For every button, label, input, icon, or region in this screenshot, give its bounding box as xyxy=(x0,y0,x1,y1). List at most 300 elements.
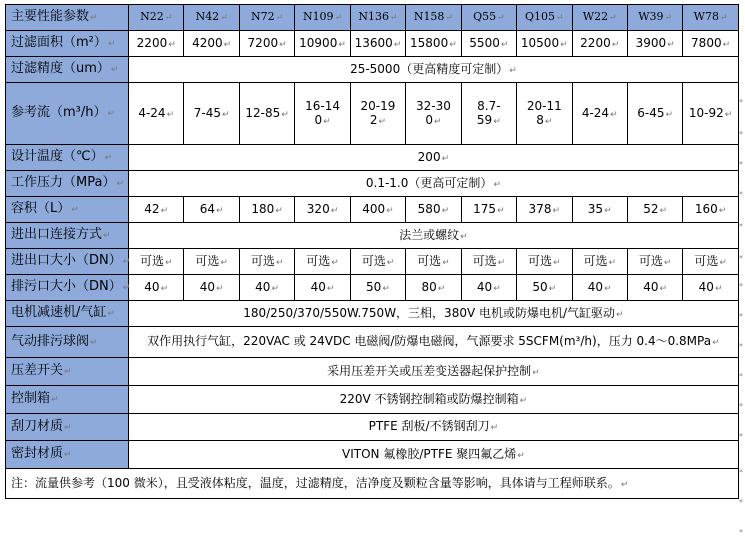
return-mark: ↵ xyxy=(220,257,228,268)
return-mark: ↵ xyxy=(164,13,173,23)
spanned-value-text: 双作用执行气缸，220VAC 或 24VDC 电磁阀/防爆电磁阀，气源要求 5SCFM(m³/h)，压力 0.4～0.8MPa xyxy=(147,334,712,348)
value-cell xyxy=(627,83,682,145)
row-label xyxy=(6,441,129,469)
return-mark: ↵ xyxy=(103,231,111,241)
spanned-value xyxy=(129,223,739,249)
return-mark: ↵ xyxy=(223,39,232,50)
return-mark: ↵ xyxy=(445,13,453,23)
spec-table xyxy=(5,4,739,499)
return-mark: ↵ xyxy=(326,283,335,294)
row-label xyxy=(6,83,129,145)
value-text: 6-45 xyxy=(637,105,665,120)
value-cell xyxy=(683,249,738,275)
spanned-value-text: 25-5000（更高精度可定制） xyxy=(350,61,509,76)
return-mark: ↵ xyxy=(122,283,131,293)
value-cell xyxy=(184,197,239,223)
value-bottom: 0 xyxy=(314,112,323,127)
spanned-value-text: 220V 不锈钢控制箱或防爆控制箱 xyxy=(339,391,519,406)
value-cell xyxy=(517,31,572,57)
row-label-text: 排污口大小（DN） xyxy=(11,279,122,294)
spanned-value-text: 200 xyxy=(417,149,441,164)
value-text: 160 xyxy=(694,201,718,216)
return-mark: ↵ xyxy=(449,39,457,50)
header-label-text: 主要性能参数 xyxy=(11,9,90,24)
value-cell xyxy=(517,275,572,301)
value-cell xyxy=(129,249,184,275)
return-mark: ↵ xyxy=(107,39,116,49)
value-cell xyxy=(350,249,405,275)
return-mark: ↵ xyxy=(275,205,283,216)
model-name: W39 xyxy=(638,10,664,23)
model-header xyxy=(517,5,572,31)
spanned-value-text: 法兰或螺纹 xyxy=(399,227,460,242)
value-text: 10900 xyxy=(299,35,338,50)
spanned-value xyxy=(129,145,739,171)
return-mark: ↵ xyxy=(620,479,629,490)
return-mark: ↵ xyxy=(560,39,568,50)
value-cell xyxy=(461,31,516,57)
value-cell xyxy=(295,83,350,145)
model-header xyxy=(184,5,239,31)
side-mark: * xyxy=(739,402,743,411)
return-mark: ↵ xyxy=(331,257,339,268)
value-cell xyxy=(517,197,572,223)
value-text: 10-92 xyxy=(688,105,724,120)
footnote xyxy=(6,469,739,499)
value-text: 4-24 xyxy=(138,105,166,120)
return-mark: ↵ xyxy=(714,283,723,294)
model-name: N22 xyxy=(140,10,164,23)
return-mark: ↵ xyxy=(51,395,59,405)
return-mark: ↵ xyxy=(281,109,289,120)
row-label xyxy=(6,301,129,327)
return-mark: ↵ xyxy=(493,116,501,127)
return-mark: ↵ xyxy=(275,257,284,268)
side-mark: * xyxy=(739,190,743,199)
return-mark: ↵ xyxy=(497,205,505,216)
return-mark: ↵ xyxy=(382,283,390,294)
return-mark: ↵ xyxy=(667,39,675,50)
side-mark: * xyxy=(739,222,743,231)
return-mark: ↵ xyxy=(609,13,617,23)
spec-row xyxy=(6,301,739,327)
return-mark: ↵ xyxy=(497,257,506,268)
value-cell xyxy=(572,249,627,275)
return-mark: ↵ xyxy=(497,13,505,23)
row-label-text: 参考流（m³/h） xyxy=(11,105,107,120)
return-mark: ↵ xyxy=(509,65,517,76)
spanned-value xyxy=(129,171,739,197)
return-mark: ↵ xyxy=(611,39,620,50)
side-mark: * xyxy=(739,498,743,507)
value-cell xyxy=(129,197,184,223)
return-mark: ↵ xyxy=(71,205,79,215)
return-mark: ↵ xyxy=(608,257,616,268)
value-text: 175 xyxy=(473,201,497,216)
return-mark: ↵ xyxy=(724,109,733,120)
value-text: 可选 xyxy=(306,253,331,268)
return-mark: ↵ xyxy=(393,39,402,50)
return-mark: ↵ xyxy=(610,109,618,120)
value-text: 40 xyxy=(144,279,160,294)
return-mark: ↵ xyxy=(166,109,175,120)
value-text: 40 xyxy=(698,279,714,294)
side-mark: * xyxy=(739,342,743,351)
spanned-value-text: 0.1-1.0（更高可定制） xyxy=(365,175,493,190)
return-mark: ↵ xyxy=(122,257,131,267)
value-cell xyxy=(129,31,184,57)
spec-row xyxy=(6,197,739,223)
row-label-text: 气动排污球阀 xyxy=(11,333,90,349)
return-mark: ↵ xyxy=(330,205,339,216)
model-name: N109 xyxy=(302,10,334,23)
value-cell xyxy=(184,31,239,57)
value-text: 可选 xyxy=(139,253,164,268)
value-cell xyxy=(350,197,405,223)
spanned-value xyxy=(129,301,739,327)
model-header xyxy=(461,5,516,31)
return-mark: ↵ xyxy=(386,257,395,268)
return-mark: ↵ xyxy=(386,205,394,216)
value-cell xyxy=(461,275,516,301)
value-bottom: 59 xyxy=(476,112,493,127)
return-mark: ↵ xyxy=(275,13,284,23)
value-text: 40 xyxy=(643,279,659,294)
return-mark: ↵ xyxy=(390,13,398,23)
value-text: 580 xyxy=(417,201,441,216)
value-cell xyxy=(627,197,682,223)
return-mark: ↵ xyxy=(712,338,720,348)
value-bottom: 0 xyxy=(425,112,433,127)
value-text: 7800 xyxy=(691,35,722,50)
row-label-text: 设计温度（℃） xyxy=(11,149,104,164)
return-mark: ↵ xyxy=(433,116,442,127)
spec-row xyxy=(6,57,739,83)
value-cell xyxy=(572,31,627,57)
row-label-text: 过滤精度（um） xyxy=(11,61,110,76)
model-name: W22 xyxy=(582,10,609,23)
value-top: 20-19 xyxy=(360,98,396,113)
value-text: 40 xyxy=(476,279,493,294)
value-bottom: 8 xyxy=(536,112,544,127)
side-mark: * xyxy=(739,468,743,477)
value-text: 可选 xyxy=(361,253,386,268)
value-text: 可选 xyxy=(583,253,608,268)
value-text: 50 xyxy=(366,279,382,294)
spec-row xyxy=(6,414,739,441)
return-mark: ↵ xyxy=(90,13,98,23)
return-mark: ↵ xyxy=(719,13,728,23)
model-header xyxy=(295,5,350,31)
return-mark: ↵ xyxy=(64,450,72,460)
spanned-value-text: 180/250/370/550W.750W，三相，380V 电机或防爆电机/气缸驱动 xyxy=(243,305,616,320)
value-top: 8.7- xyxy=(477,98,501,113)
spec-row xyxy=(6,386,739,414)
value-text: 5500 xyxy=(469,35,500,50)
row-label xyxy=(6,414,129,441)
spec-row xyxy=(6,275,739,301)
value-text: 400 xyxy=(362,201,386,216)
value-text: 可选 xyxy=(250,253,275,268)
return-mark: ↵ xyxy=(160,283,169,294)
value-cell xyxy=(406,83,461,145)
value-text: 80 xyxy=(421,279,437,294)
spanned-value xyxy=(129,414,739,441)
value-cell xyxy=(350,31,405,57)
return-mark: ↵ xyxy=(460,231,468,242)
return-mark: ↵ xyxy=(216,283,224,294)
spec-row xyxy=(6,31,739,57)
row-label-text: 过滤面积（m²） xyxy=(11,35,107,50)
spec-row xyxy=(6,223,739,249)
return-mark: ↵ xyxy=(334,13,343,23)
value-text: 4200 xyxy=(192,35,223,50)
row-label xyxy=(6,57,129,83)
return-mark: ↵ xyxy=(616,309,624,320)
model-name: N158 xyxy=(413,10,445,23)
return-mark: ↵ xyxy=(116,179,124,189)
return-mark: ↵ xyxy=(160,205,169,216)
return-mark: ↵ xyxy=(271,283,279,294)
spec-row xyxy=(6,83,739,145)
value-text: 40 xyxy=(310,279,326,294)
spec-row xyxy=(6,358,739,386)
value-text: 3900 xyxy=(635,35,667,50)
return-mark: ↵ xyxy=(164,257,173,268)
row-label xyxy=(6,31,129,57)
model-header xyxy=(627,5,682,31)
value-cell xyxy=(350,83,405,145)
side-mark: * xyxy=(739,312,743,321)
return-mark: ↵ xyxy=(665,109,674,120)
value-cell xyxy=(461,197,516,223)
value-cell xyxy=(239,197,294,223)
spanned-value-text: 采用压差开关或压差变送器起保护控制 xyxy=(327,363,532,378)
value-cell xyxy=(406,197,461,223)
row-label xyxy=(6,358,129,386)
model-name: N136 xyxy=(358,10,389,23)
return-mark: ↵ xyxy=(437,283,446,294)
spec-row xyxy=(6,327,739,358)
value-text: 7-45 xyxy=(193,105,221,120)
spanned-value xyxy=(129,57,739,83)
return-mark: ↵ xyxy=(90,337,98,348)
spanned-value xyxy=(129,441,739,469)
row-label xyxy=(6,275,129,301)
value-text: 15800 xyxy=(410,35,449,50)
note-row xyxy=(6,469,739,499)
value-cell xyxy=(406,249,461,275)
return-mark: ↵ xyxy=(719,257,727,268)
return-mark: ↵ xyxy=(556,13,564,23)
row-label xyxy=(6,171,129,197)
value-text: 50 xyxy=(532,279,548,294)
row-label xyxy=(6,197,129,223)
spec-row xyxy=(6,249,739,275)
spec-row xyxy=(6,171,739,197)
model-header xyxy=(572,5,627,31)
value-cell xyxy=(295,275,350,301)
return-mark: ↵ xyxy=(604,283,612,294)
return-mark: ↵ xyxy=(107,109,116,119)
value-text: 4-24 xyxy=(581,105,610,120)
value-cell xyxy=(239,83,294,145)
row-label xyxy=(6,223,129,249)
value-text: 可选 xyxy=(694,253,719,268)
return-mark: ↵ xyxy=(279,39,287,50)
value-top: 16-14 xyxy=(305,98,340,113)
value-cell xyxy=(239,275,294,301)
value-text: 180 xyxy=(251,201,275,216)
row-label-text: 进出口连接方式 xyxy=(11,227,103,242)
return-mark: ↵ xyxy=(664,13,673,23)
value-cell xyxy=(572,83,627,145)
value-text: 64 xyxy=(199,201,216,216)
value-cell xyxy=(184,83,239,145)
value-cell xyxy=(129,83,184,145)
model-name: Q55 xyxy=(473,10,497,23)
row-label-text: 工作压力（MPa） xyxy=(11,175,116,190)
side-mark: * xyxy=(739,254,743,263)
value-text: 13600 xyxy=(354,35,393,50)
value-text: 35 xyxy=(587,201,604,216)
value-top: 20-11 xyxy=(526,98,562,113)
row-label-text: 压差开关 xyxy=(11,363,64,378)
side-mark: * xyxy=(739,528,743,537)
spanned-value-text: VITON 氟橡胶/PTFE 聚四氟乙烯 xyxy=(342,446,517,461)
return-mark: ↵ xyxy=(64,422,72,433)
return-mark: ↵ xyxy=(500,39,509,50)
value-cell xyxy=(683,275,738,301)
value-bottom: 2 xyxy=(369,112,378,127)
side-mark: * xyxy=(739,98,743,107)
value-text: 320 xyxy=(306,201,330,216)
value-text: 2200 xyxy=(580,35,611,50)
value-cell xyxy=(295,197,350,223)
return-mark: ↵ xyxy=(722,39,731,50)
value-text: 52 xyxy=(643,201,659,216)
value-text: 7200 xyxy=(247,35,279,50)
value-cell xyxy=(572,275,627,301)
value-cell xyxy=(572,197,627,223)
model-header xyxy=(239,5,294,31)
model-name: N72 xyxy=(251,10,275,23)
side-mark: * xyxy=(739,130,743,139)
value-cell xyxy=(683,31,738,57)
row-label xyxy=(6,249,129,275)
side-mark: * xyxy=(739,160,743,169)
spec-row xyxy=(6,145,739,171)
return-mark: ↵ xyxy=(552,205,560,216)
value-cell xyxy=(406,31,461,57)
value-cell xyxy=(627,31,682,57)
value-cell xyxy=(461,83,516,145)
value-text: 40 xyxy=(587,279,604,294)
value-cell xyxy=(517,249,572,275)
spanned-value xyxy=(129,327,739,358)
value-cell xyxy=(683,197,738,223)
return-mark: ↵ xyxy=(168,39,176,50)
model-header xyxy=(406,5,461,31)
return-mark: ↵ xyxy=(64,367,72,377)
side-mark: * xyxy=(739,432,743,441)
value-cell xyxy=(627,275,682,301)
row-label-text: 控制箱 xyxy=(11,391,51,406)
row-label-text: 电机减速机/气缸 xyxy=(11,305,107,320)
value-cell xyxy=(295,31,350,57)
value-text: 可选 xyxy=(638,253,663,268)
return-mark: ↵ xyxy=(110,65,119,75)
value-text: 42 xyxy=(144,201,160,216)
value-text: 可选 xyxy=(472,253,497,268)
spanned-value-text: PTFE 刮板/不锈钢刮刀 xyxy=(368,419,490,433)
return-mark: ↵ xyxy=(104,153,113,163)
row-label-text: 进出口大小（DN） xyxy=(11,253,122,268)
model-name: W78 xyxy=(693,10,719,23)
value-cell xyxy=(627,249,682,275)
row-label xyxy=(6,327,129,358)
side-mark: * xyxy=(739,372,743,381)
value-text: 可选 xyxy=(528,253,553,268)
row-label xyxy=(6,386,129,414)
spanned-value xyxy=(129,358,739,386)
return-mark: ↵ xyxy=(493,179,501,190)
value-cell xyxy=(239,31,294,57)
value-cell xyxy=(517,83,572,145)
return-mark: ↵ xyxy=(220,13,228,23)
return-mark: ↵ xyxy=(441,153,450,164)
value-cell xyxy=(683,83,738,145)
model-name: Q105 xyxy=(525,10,556,23)
return-mark: ↵ xyxy=(493,283,501,294)
value-text: 可选 xyxy=(417,253,442,268)
value-text: 40 xyxy=(199,279,216,294)
return-mark: ↵ xyxy=(553,257,561,268)
return-mark: ↵ xyxy=(490,423,499,433)
value-cell xyxy=(406,275,461,301)
return-mark: ↵ xyxy=(441,205,450,216)
return-mark: ↵ xyxy=(378,116,387,127)
return-mark: ↵ xyxy=(663,257,672,268)
model-header xyxy=(129,5,184,31)
spec-row xyxy=(6,441,739,469)
value-cell xyxy=(295,249,350,275)
footnote-text: 注：流量供参考（100 微米），且受液体粘度，温度，过滤精度，洁净度及颗粒含量等影响，具体请与工程师联系。 xyxy=(11,475,620,490)
row-label xyxy=(6,145,129,171)
value-cell xyxy=(184,275,239,301)
value-cell xyxy=(184,249,239,275)
value-cell xyxy=(129,275,184,301)
row-label-text: 密封材质 xyxy=(11,446,64,461)
header-label xyxy=(6,5,129,31)
return-mark: ↵ xyxy=(604,205,612,216)
return-mark: ↵ xyxy=(659,283,668,294)
header-row xyxy=(6,5,739,31)
value-text: 378 xyxy=(528,201,552,216)
value-text: 可选 xyxy=(195,253,220,268)
return-mark: ↵ xyxy=(323,116,331,127)
return-mark: ↵ xyxy=(548,283,557,294)
value-text: 40 xyxy=(255,279,271,294)
return-mark: ↵ xyxy=(517,450,525,461)
return-mark: ↵ xyxy=(532,367,540,378)
model-header xyxy=(683,5,738,31)
return-mark: ↵ xyxy=(519,395,528,406)
value-cell xyxy=(461,249,516,275)
value-text: 2200 xyxy=(136,35,168,50)
row-label-text: 刮刀材质 xyxy=(11,418,64,434)
model-name: N42 xyxy=(195,10,220,23)
